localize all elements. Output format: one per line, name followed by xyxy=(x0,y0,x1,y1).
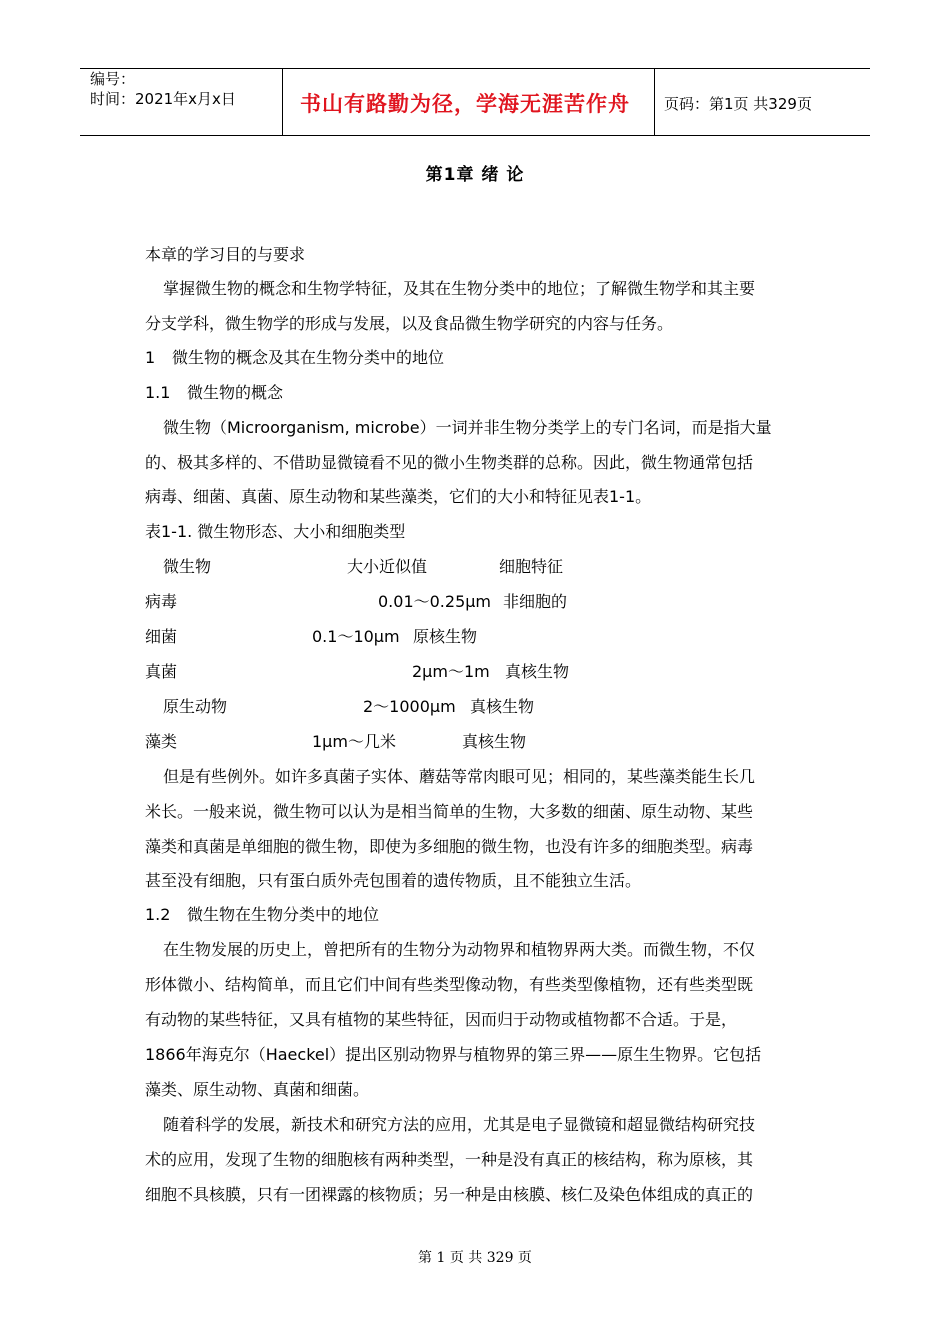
paragraph-line: 甚至没有细胞，只有蛋白质外壳包围着的遗传物质，且不能独立生活。 xyxy=(145,871,642,890)
table-cell: 原核生物 xyxy=(413,627,478,646)
table-cell: 病毒 xyxy=(145,592,178,611)
header-top-rule xyxy=(80,68,870,69)
paragraph-line: 在生物发展的历史上，曾把所有的生物分为动物界和植物界两大类。而微生物，不仅 xyxy=(163,940,756,959)
paragraph-line: 米长。一般来说，微生物可以认为是相当简单的生物，大多数的细菌、原生动物、某些 xyxy=(145,802,754,821)
table-cell: 原生动物 xyxy=(163,697,228,716)
paragraph-line: 形体微小、结构简单，而且它们中间有些类型像动物，有些类型像植物，还有些类型既 xyxy=(145,975,754,994)
paragraph-line: 但是有些例外。如许多真菌子实体、蘑菇等常肉眼可见；相同的，某些藻类能生长几 xyxy=(163,767,756,786)
paragraph-line: 有动物的某些特征，又具有植物的某些特征，因而归于动物或植物都不合适。于是， xyxy=(145,1010,738,1029)
table-cell: 0.1～10μm xyxy=(312,627,400,646)
paragraph-line: 微生物（Microorganism, microbe）一词并非生物分类学上的专门名词，而是指大量 xyxy=(163,418,772,437)
paragraph-line: 细胞不具核膜，只有一团裸露的核物质；另一种是由核膜、核仁及染色体组成的真正的 xyxy=(145,1185,754,1204)
table-caption: 表1-1. 微生物形态、大小和细胞类型 xyxy=(145,522,406,541)
subsection-heading: 微生物在生物分类中的地位 xyxy=(187,905,380,924)
paragraph-line: 掌握微生物的概念和生物学特征，及其在生物分类中的地位；了解微生物学和其主要 xyxy=(163,279,756,298)
subsection-heading: 微生物的概念 xyxy=(187,383,284,402)
header-divider-left xyxy=(282,68,283,135)
header-page-info: 页码：第1页 共329页 xyxy=(664,95,812,113)
subsection-number: 1.2 xyxy=(145,905,171,924)
table-cell: 细菌 xyxy=(145,627,178,646)
table-cell: 0.01～0.25μm xyxy=(378,592,492,611)
paragraph-line: 1866年海克尔（Haeckel）提出区别动物界与植物界的第三界——原生生物界。它包括 xyxy=(145,1045,762,1064)
table-cell: 非细胞的 xyxy=(503,592,568,611)
table-cell: 2～1000μm xyxy=(363,697,456,716)
table-cell: 真核生物 xyxy=(505,662,570,681)
table-cell: 真核生物 xyxy=(470,697,535,716)
table-cell: 藻类 xyxy=(145,732,178,751)
paragraph-line: 病毒、细菌、真菌、原生动物和某些藻类，它们的大小和特征见表1-1。 xyxy=(145,487,652,506)
section-number: 1 xyxy=(145,348,156,367)
table-cell: 1μm～几米 xyxy=(312,732,396,751)
table-cell: 真核生物 xyxy=(462,732,527,751)
table-header-cell: 大小近似值 xyxy=(347,557,428,576)
section-heading-objectives: 本章的学习目的与要求 xyxy=(145,245,306,264)
header-bottom-rule xyxy=(80,135,870,136)
subsection-number: 1.1 xyxy=(145,383,171,402)
paragraph-line: 的、极其多样的、不借助显微镜看不见的微小生物类群的总称。因此，微生物通常包括 xyxy=(145,453,754,472)
chapter-title: 第1章 绪 论 xyxy=(425,165,525,185)
table-cell: 真菌 xyxy=(145,662,178,681)
paragraph-line: 藻类、原生动物、真菌和细菌。 xyxy=(145,1080,370,1099)
paragraph-line: 藻类和真菌是单细胞的微生物，即使为多细胞的微生物，也没有许多的细胞类型。病毒 xyxy=(145,837,754,856)
page-footer: 第 1 页 共 329 页 xyxy=(418,1250,532,1266)
header-number-label: 编号： xyxy=(90,70,136,88)
paragraph-line: 随着科学的发展，新技术和研究方法的应用，尤其是电子显微镜和超显微结构研究技 xyxy=(163,1115,756,1134)
header-date-label: 时间：2021年x月x日 xyxy=(90,90,236,108)
paragraph-line: 分支学科，微生物学的形成与发展，以及食品微生物学研究的内容与任务。 xyxy=(145,314,674,333)
header-divider-right xyxy=(654,68,655,135)
header-motto: 书山有路勤为径，学海无涯苦作舟 xyxy=(300,92,630,116)
table-header-cell: 微生物 xyxy=(163,557,212,576)
section-heading: 微生物的概念及其在生物分类中的地位 xyxy=(172,348,445,367)
table-cell: 2μm～1m xyxy=(412,662,490,681)
paragraph-line: 术的应用，发现了生物的细胞核有两种类型，一种是没有真正的核结构，称为原核，其 xyxy=(145,1150,754,1169)
table-header-cell: 细胞特征 xyxy=(499,557,564,576)
